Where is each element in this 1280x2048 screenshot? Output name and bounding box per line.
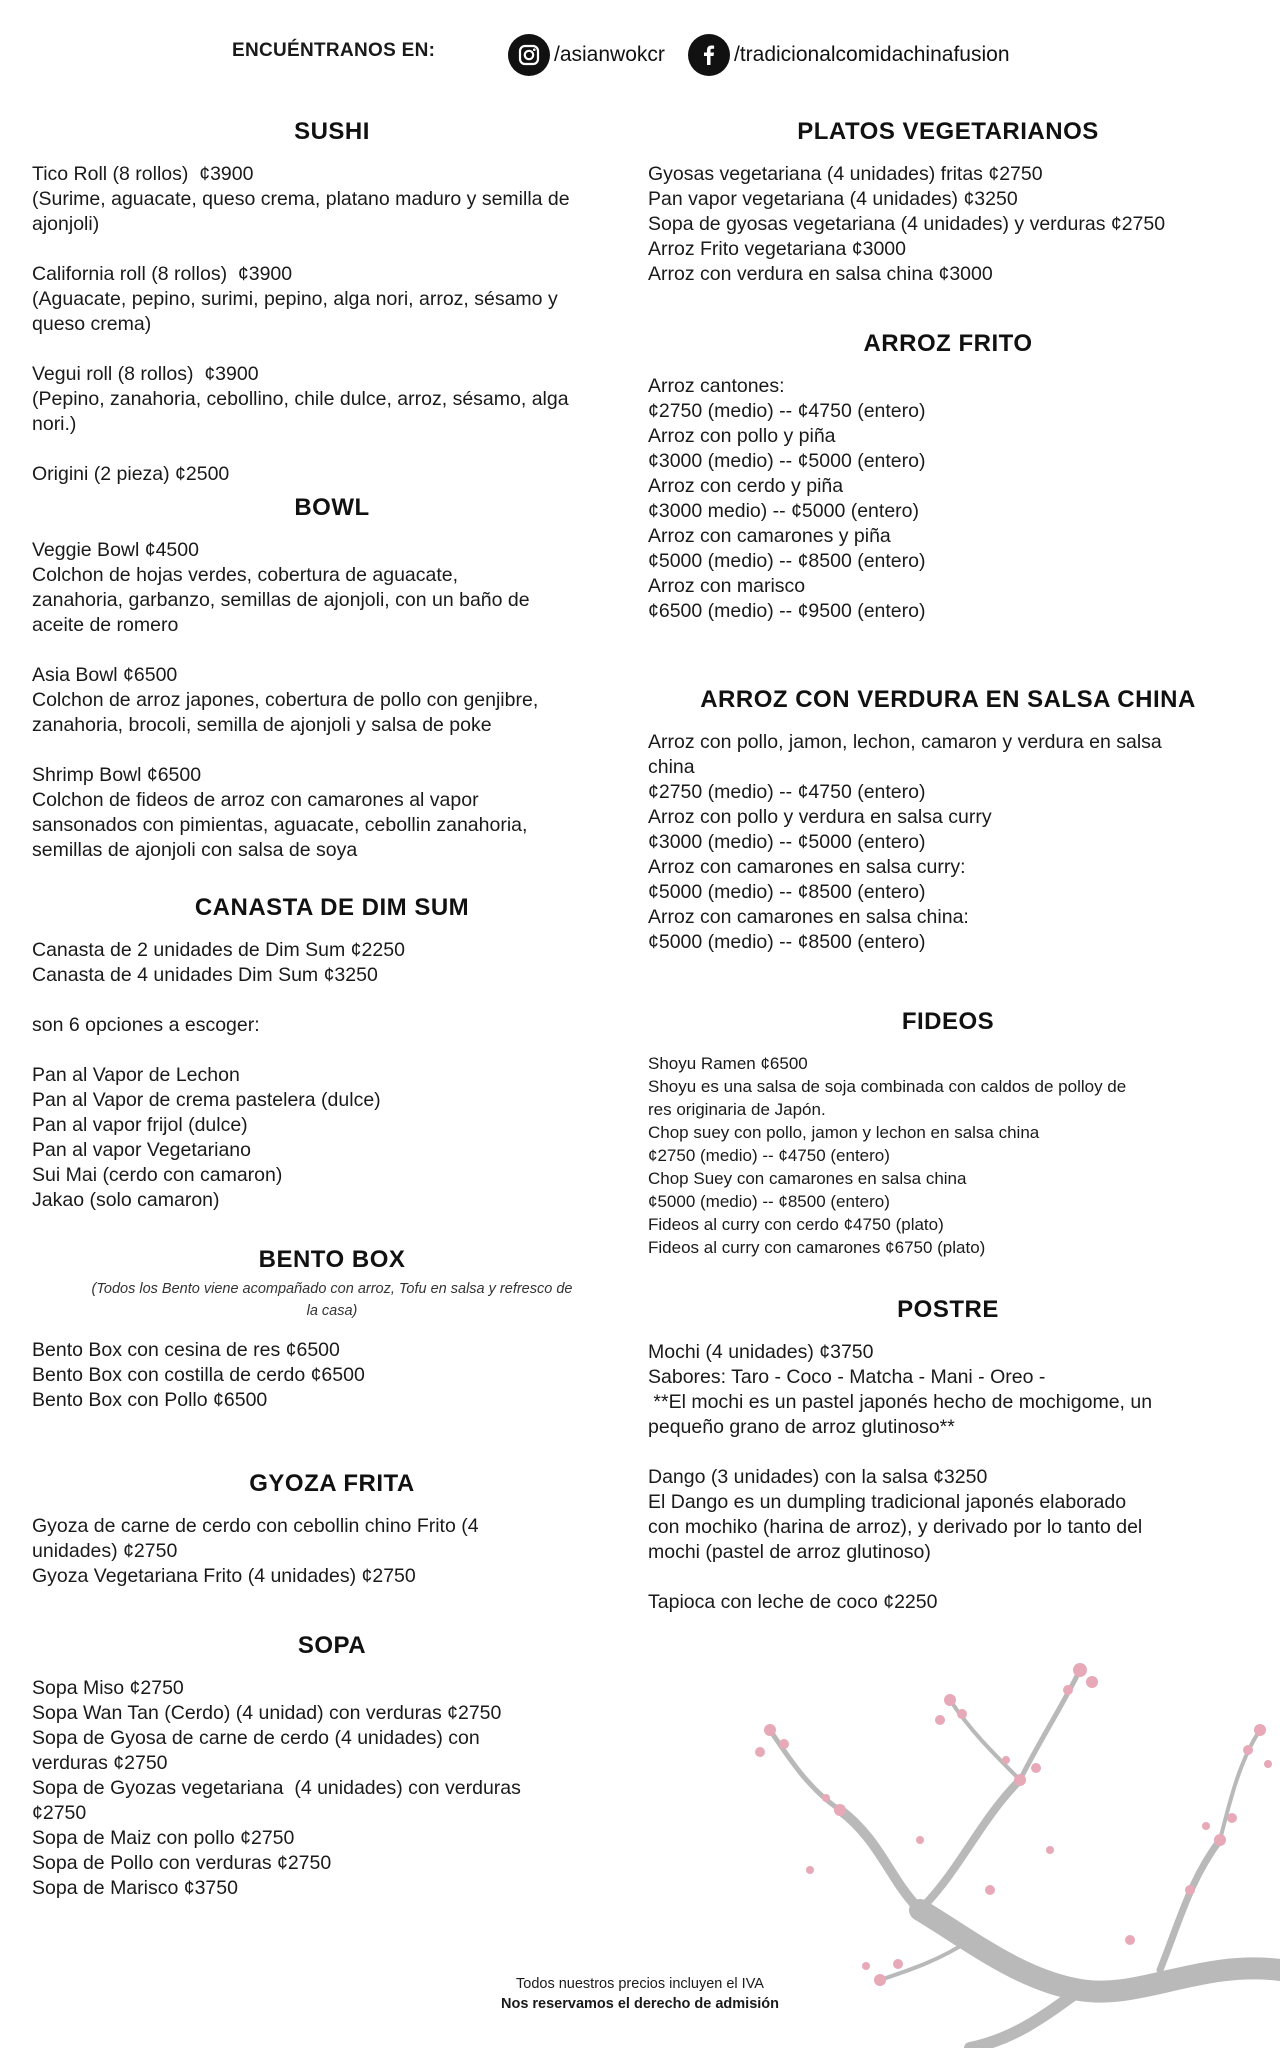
bento-note	[32, 1278, 632, 1322]
menu-line: (Pepino, zanahoria, cebollino, chile dulce, arroz, sésamo, alga	[32, 388, 569, 410]
menu-line: Tapioca con leche de coco ¢2250	[648, 1591, 938, 1613]
menu-line: Arroz con pollo y piña	[648, 425, 836, 447]
header	[0, 34, 1280, 78]
menu-line: Pan al vapor frijol (dulce)	[32, 1114, 248, 1136]
section-title: BENTO BOX	[258, 1246, 406, 1273]
section-title: SOPA	[297, 1632, 367, 1659]
menu-line: Sopa de Gyosa de carne de cerdo (4 unidades) con	[32, 1727, 480, 1749]
menu-line: Bento Box con Pollo ¢6500	[32, 1389, 268, 1411]
menu-line: Dango (3 unidades) con la salsa ¢3250	[648, 1466, 988, 1488]
spacer	[648, 1440, 1248, 1465]
section-title: ARROZ FRITO	[863, 330, 1033, 357]
section-gyoza	[32, 1470, 632, 1589]
menu-line: ¢5000 (medio) -- ¢8500 (entero)	[648, 931, 926, 953]
section-arroz-verdura	[648, 686, 1248, 955]
menu-line: Sopa Miso ¢2750	[32, 1677, 184, 1699]
spacer	[32, 437, 632, 462]
menu-line: Sopa de Marisco ¢3750	[32, 1877, 238, 1899]
menu-line: ¢5000 (medio) -- ¢8500 (entero)	[648, 881, 926, 903]
menu-items	[32, 162, 632, 487]
menu-line: ¢2750 (medio) -- ¢4750 (entero)	[648, 781, 926, 803]
instagram-link[interactable]	[508, 34, 665, 76]
menu-items	[648, 162, 1248, 287]
menu-line: Arroz con camarones en salsa curry:	[648, 856, 966, 878]
menu-line: con mochiko (harina de arroz), y derivado por lo tanto del	[648, 1516, 1143, 1538]
section-title: POSTRE	[897, 1296, 999, 1323]
menu-line: Vegui roll (8 rollos) ¢3900	[32, 363, 259, 385]
menu-items	[648, 1052, 1248, 1259]
blossom-flowers	[755, 1663, 1272, 1986]
menu-line: Sopa de Maiz con pollo ¢2750	[32, 1827, 295, 1849]
menu-items	[648, 730, 1248, 955]
menu-line: pequeño grano de arroz glutinoso**	[648, 1416, 955, 1438]
spacer	[32, 738, 632, 763]
menu-line: Pan al Vapor de crema pastelera (dulce)	[32, 1089, 381, 1111]
menu-line: ajonjoli)	[32, 213, 100, 235]
menu-line: ¢2750	[32, 1802, 87, 1824]
menu-line: Sabores: Taro - Coco - Matcha - Mani - Oreo -	[648, 1366, 1046, 1388]
menu-line: Arroz con pollo, jamon, lechon, camaron y verdura en salsa	[648, 731, 1162, 753]
menu-items	[648, 374, 1248, 624]
menu-line: Sopa Wan Tan (Cerdo) (4 unidad) con verduras ¢2750	[32, 1702, 502, 1724]
section-title: CANASTA DE DIM SUM	[194, 894, 470, 921]
menu-line: Arroz cantones:	[648, 375, 785, 397]
menu-line: ¢6500 (medio) -- ¢9500 (entero)	[648, 600, 926, 622]
spacer	[32, 337, 632, 362]
section-dimsum	[32, 894, 632, 1213]
section-sushi	[32, 118, 632, 487]
menu-line: **El mochi es un pastel japonés hecho de mochigome, un	[648, 1391, 1153, 1413]
menu-line: El Dango es un dumpling tradicional japonés elaborado	[648, 1491, 1127, 1513]
menu-items	[32, 1514, 632, 1589]
menu-line: Pan al vapor Vegetariano	[32, 1139, 251, 1161]
bento-note-line: la casa)	[306, 1303, 358, 1319]
menu-line: Arroz con marisco	[648, 575, 806, 597]
spacer	[32, 638, 632, 663]
menu-line: Asia Bowl ¢6500	[32, 664, 178, 686]
menu-line: Sopa de gyosas vegetariana (4 unidades) y verduras ¢2750	[648, 213, 1166, 235]
menu-line: ¢3000 (medio) -- ¢5000 (entero)	[648, 450, 926, 472]
section-sopa	[32, 1632, 632, 1901]
menu-line: Jakao (solo camaron)	[32, 1189, 220, 1211]
menu-line: Bento Box con costilla de cerdo ¢6500	[32, 1364, 365, 1386]
menu-line: mochi (pastel de arroz glutinoso)	[648, 1541, 931, 1563]
footer	[0, 1974, 1280, 2014]
menu-line: ¢3000 (medio) -- ¢5000 (entero)	[648, 831, 926, 853]
menu-line: son 6 opciones a escoger:	[32, 1014, 260, 1036]
menu-line: (Surime, aguacate, queso crema, platano maduro y semilla de	[32, 188, 570, 210]
menu-line: semillas de ajonjoli con salsa de soya	[32, 839, 358, 861]
menu-line: Pan vapor vegetariana (4 unidades) ¢3250	[648, 188, 1018, 210]
find-us-label: ENCUÉNTRANOS EN:	[232, 40, 436, 61]
section-title: SUSHI	[294, 118, 370, 145]
instagram-icon	[508, 34, 550, 76]
menu-line: Tico Roll (8 rollos) ¢3900	[32, 163, 254, 185]
menu-items	[648, 1340, 1248, 1615]
menu-line: Arroz con camarones en salsa china:	[648, 906, 969, 928]
section-title: ARROZ CON VERDURA EN SALSA CHINA	[700, 686, 1196, 713]
menu-line: Mochi (4 unidades) ¢3750	[648, 1341, 874, 1363]
menu-line: china	[648, 756, 695, 778]
menu-line: Colchon de hojas verdes, cobertura de aguacate,	[32, 564, 459, 586]
facebook-icon	[688, 34, 730, 76]
menu-line: Gyoza Vegetariana Frito (4 unidades) ¢2750	[32, 1565, 416, 1587]
menu-line: queso crema)	[32, 313, 152, 335]
menu-line: verduras ¢2750	[32, 1752, 168, 1774]
instagram-handle: /asianwokcr	[554, 43, 665, 66]
bento-note-line: (Todos los Bento viene acompañado con arroz, Tofu en salsa y refresco de	[91, 1281, 573, 1297]
menu-line: Gyosas vegetariana (4 unidades) fritas ¢2750	[648, 163, 1043, 185]
menu-line: Fideos al curry con camarones ¢6750 (plato)	[648, 1238, 986, 1257]
menu-line: Fideos al curry con cerdo ¢4750 (plato)	[648, 1215, 944, 1234]
section-bowl	[32, 494, 632, 863]
menu-line: Chop suey con pollo, jamon y lechon en salsa china	[648, 1123, 1040, 1142]
menu-items	[32, 538, 632, 863]
menu-line: ¢2750 (medio) -- ¢4750 (entero)	[648, 400, 926, 422]
section-platos-vegetarianos	[648, 118, 1248, 287]
menu-items	[32, 1676, 632, 1901]
menu-line: Arroz con pollo y verdura en salsa curry	[648, 806, 992, 828]
spacer	[648, 1565, 1248, 1590]
menu-line: Shrimp Bowl ¢6500	[32, 764, 202, 786]
footer-tax-note: Todos nuestros precios incluyen el IVA	[516, 1976, 764, 1992]
menu-line: ¢5000 (medio) -- ¢8500 (entero)	[648, 1192, 890, 1211]
menu-line: Shoyu Ramen ¢6500	[648, 1054, 808, 1073]
section-title: PLATOS VEGETARIANOS	[797, 118, 1099, 145]
menu-line: zanahoria, garbanzo, semillas de ajonjoli, con un baño de	[32, 589, 530, 611]
menu-line: Canasta de 4 unidades Dim Sum ¢3250	[32, 964, 378, 986]
menu-line: ¢5000 (medio) -- ¢8500 (entero)	[648, 550, 926, 572]
menu-line: Arroz con cerdo y piña	[648, 475, 844, 497]
section-postre	[648, 1296, 1248, 1615]
menu-line: ¢3000 medio) -- ¢5000 (entero)	[648, 500, 919, 522]
section-title: GYOZA FRITA	[249, 1470, 415, 1497]
footer-admission-note: Nos reservamos el derecho de admisión	[500, 1996, 780, 2012]
section-title: BOWL	[294, 494, 370, 521]
menu-line: Arroz con verdura en salsa china ¢3000	[648, 263, 993, 285]
menu-line: Origini (2 pieza) ¢2500	[32, 463, 230, 485]
menu-line: Colchon de fideos de arroz con camarones al vapor	[32, 789, 479, 811]
menu-line: Arroz Frito vegetariana ¢3000	[648, 238, 906, 260]
menu-line: Bento Box con cesina de res ¢6500	[32, 1339, 340, 1361]
menu-line: California roll (8 rollos) ¢3900	[32, 263, 293, 285]
menu-line: aceite de romero	[32, 614, 179, 636]
section-bento	[32, 1246, 632, 1413]
menu-line: Arroz con camarones y piña	[648, 525, 891, 547]
facebook-handle: /tradicionalcomidachinafusion	[734, 43, 1010, 66]
menu-items	[32, 938, 632, 1213]
menu-items	[32, 1338, 632, 1413]
menu-line: unidades) ¢2750	[32, 1540, 178, 1562]
section-fideos	[648, 1008, 1248, 1259]
section-arroz-frito	[648, 330, 1248, 624]
menu-line: ¢2750 (medio) -- ¢4750 (entero)	[648, 1146, 890, 1165]
menu-line: Chop Suey con camarones en salsa china	[648, 1169, 967, 1188]
menu-line: sansonados con pimientas, aguacate, cebollin zanahoria,	[32, 814, 528, 836]
menu-line: Sui Mai (cerdo con camaron)	[32, 1164, 283, 1186]
menu-line: Sopa de Pollo con verduras ¢2750	[32, 1852, 332, 1874]
menu-line: res originaria de Japón.	[648, 1100, 826, 1119]
menu-line: zanahoria, brocoli, semilla de ajonjoli y salsa de poke	[32, 714, 492, 736]
spacer	[32, 988, 632, 1013]
menu-line: Pan al Vapor de Lechon	[32, 1064, 240, 1086]
menu-line: nori.)	[32, 413, 77, 435]
menu-line: Gyoza de carne de cerdo con cebollin chino Frito (4	[32, 1515, 479, 1537]
menu-line: Canasta de 2 unidades de Dim Sum ¢2250	[32, 939, 405, 961]
menu-line: Colchon de arroz japones, cobertura de pollo con genjibre,	[32, 689, 539, 711]
spacer	[32, 237, 632, 262]
section-title: FIDEOS	[901, 1008, 995, 1035]
menu-line: Sopa de Gyozas vegetariana (4 unidades) con verduras	[32, 1777, 521, 1799]
facebook-link[interactable]	[688, 34, 1010, 76]
spacer	[32, 1038, 632, 1063]
menu-line: Veggie Bowl ¢4500	[32, 539, 199, 561]
menu-line: Shoyu es una salsa de soja combinada con caldos de polloy de	[648, 1077, 1127, 1096]
menu-line: (Aguacate, pepino, surimi, pepino, alga nori, arroz, sésamo y	[32, 288, 558, 310]
